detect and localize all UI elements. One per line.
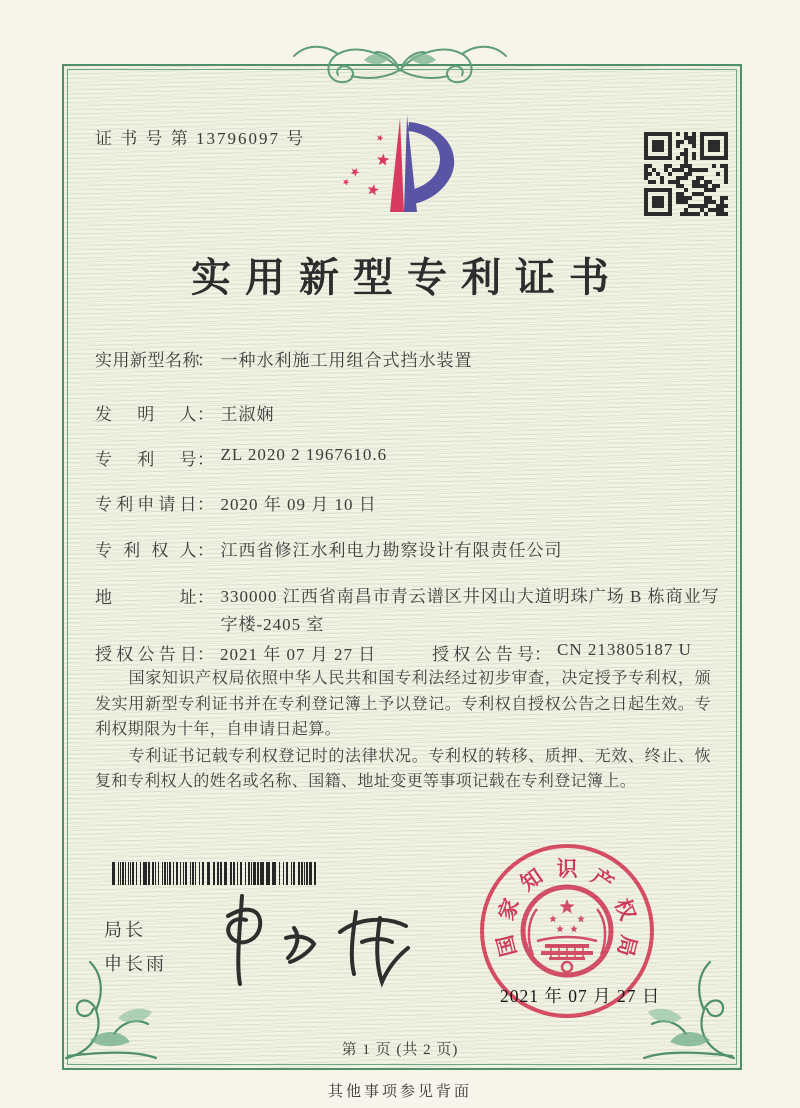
- qr-code: [644, 132, 728, 216]
- field-inventor: [95, 400, 275, 425]
- back-note: 其他事项参见背面: [327, 1084, 472, 1100]
- officer-title: 局长: [104, 920, 146, 940]
- seal-char: 识: [556, 857, 578, 881]
- signature: [190, 886, 430, 991]
- field-value: 江西省修江水利电力勘察设计有限责任公司: [220, 541, 563, 560]
- field-value: CN 213805187 U: [557, 640, 692, 659]
- field-colon: ：: [197, 351, 215, 370]
- field-address: [95, 583, 721, 639]
- grant-date: [95, 640, 376, 665]
- field-value: 王淑娴: [220, 405, 275, 424]
- field-colon: ：: [197, 450, 215, 469]
- officer-name: 申长雨: [104, 954, 167, 974]
- barcode: [112, 862, 320, 885]
- grant-number: [432, 640, 692, 665]
- certificate-title: 实用新型专利证书: [191, 255, 623, 300]
- field-label: 专利号: [95, 450, 197, 469]
- field-value: 一种水利施工用组合式挡水装置: [220, 351, 473, 370]
- legal-paragraph-1: 国家知识产权局依照中华人民共和国专利法经过初步审查，决定授予专利权，颁发实用新型专利证书并在专利登记簿上予以登记。专利权自授权公告之日起生效。专利权期限为十年，自申请日起算。: [95, 670, 711, 738]
- page-indicator: 第 1 页 (共 2 页): [341, 1042, 459, 1058]
- seal-char: 产: [586, 864, 618, 896]
- field-value: ZL 2020 2 1967610.6: [220, 445, 388, 464]
- field-value: 2021 年 07 月 27 日: [220, 645, 377, 664]
- field-label: 专利申请日: [95, 495, 197, 514]
- seal-char: 局: [612, 932, 642, 960]
- field-value: 330000 江西省南昌市青云谱区井冈山大道明珠广场 B 栋商业写字楼-2405 室: [220, 587, 720, 634]
- seal-char: 知: [516, 864, 548, 896]
- field-colon: ：: [197, 405, 215, 424]
- field-utility-model-name: [95, 346, 473, 371]
- field-label: 实用新型名称: [95, 351, 200, 370]
- seal-char: 家: [494, 895, 524, 924]
- field-colon: ：: [197, 495, 215, 514]
- field-colon: ：: [197, 588, 215, 607]
- seal-emblem: [519, 883, 615, 979]
- legal-paragraph-2: 专利证书记载专利权登记时的法律状况。专利权的转移、质押、无效、终止、恢复和专利权人的姓名或名称、国籍、地址变更等事项记载在专利登记簿上。: [95, 747, 711, 790]
- seal-char: 权: [610, 895, 640, 924]
- field-colon: ：: [197, 541, 215, 560]
- seal-char: 国: [492, 932, 522, 960]
- field-label: 发明人: [95, 405, 197, 424]
- field-label: 地址: [95, 588, 197, 607]
- field-label: 专利权人: [95, 541, 197, 560]
- field-filing-date: [95, 490, 377, 515]
- seal-date: 2021 年 07 月 27 日: [500, 986, 661, 1006]
- legal-text: [95, 666, 711, 796]
- field-label: 授权公告日: [95, 645, 197, 664]
- field-colon: ：: [197, 645, 214, 664]
- top-ornament: [280, 30, 520, 102]
- field-patentee: [95, 536, 563, 561]
- field-patent-number: [95, 445, 387, 470]
- certificate-number: 证 书 号 第 13796097 号: [95, 129, 306, 148]
- field-value: 2020 年 09 月 10 日: [220, 495, 377, 514]
- field-colon: ：: [534, 645, 551, 664]
- field-label: 授权公告号: [432, 645, 534, 664]
- cnipa-logo: [340, 112, 470, 217]
